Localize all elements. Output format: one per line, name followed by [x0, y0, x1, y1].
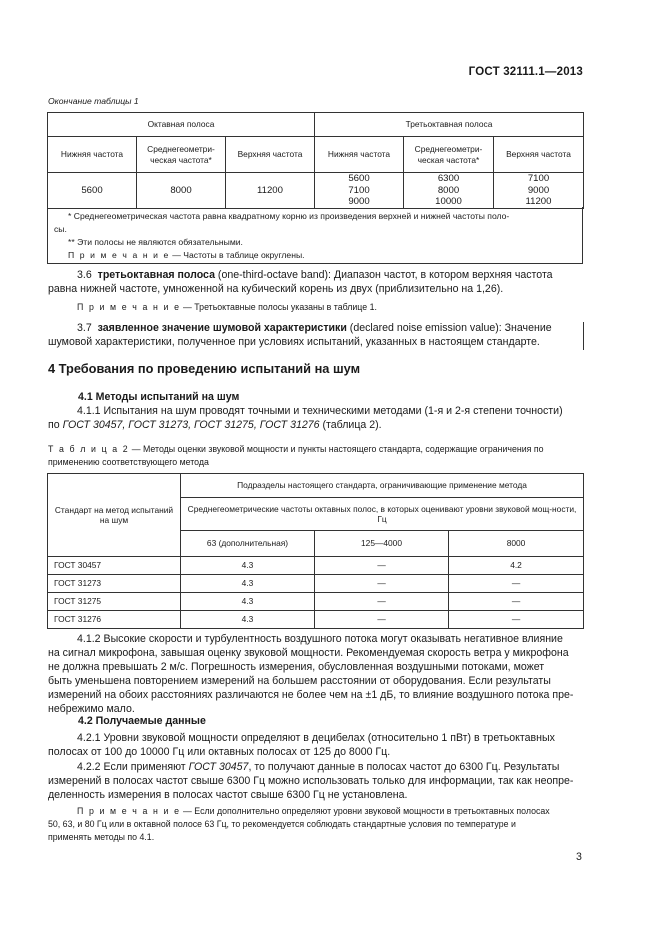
table2-col-125: 125—4000 [315, 531, 449, 557]
p412-line: не должна превышать 2 м/с. Погрешность измерения, обусловленная воздушными потоками, может [48, 661, 545, 673]
table2-cell: — [315, 575, 449, 593]
sec37-term: заявленное значение шумовой характеристики [97, 322, 347, 334]
table1-cell: 7100 9000 11200 [494, 173, 584, 209]
table2-std: ГОСТ 31276 [48, 611, 181, 629]
p412-line: 4.1.2 Высокие скорости и турбулентность воздушного потока могут оказывать негативное влияние [77, 633, 563, 645]
table2-cell: 4.3 [181, 593, 315, 611]
section41-title: 4.1 Методы испытаний на шум [78, 391, 240, 403]
table1-third-header: Третьоктавная полоса [315, 113, 584, 137]
table2-cell: 4.3 [181, 611, 315, 629]
sec36-line1 [48, 268, 583, 282]
change-bar [583, 322, 584, 350]
table2 [47, 473, 584, 629]
table-row [48, 611, 584, 629]
p421-line: 4.2.1 Уровни звуковой мощности определяют в децибелах (относительно 1 пВт) в третьоктавных [77, 732, 555, 744]
table1-footnotes [47, 207, 583, 264]
p412-line: на сигнал микрофона, завышая оценку звуковой мощности. Рекомендуемая скорость ветра у микрофона [48, 647, 569, 659]
table1-note [68, 250, 305, 261]
table2-caption [48, 443, 583, 456]
table1-cell: 5600 7100 9000 [315, 173, 404, 209]
p411-line1: 4.1.1 Испытания на шум проводят точными и техническими методами (1-я и 2-я степени точности) [77, 405, 563, 417]
table1-footnote1-cont: сы. [54, 224, 67, 234]
page-number: 3 [576, 851, 582, 863]
p421-line: полосах от 100 до 10000 Гц или октавных полосах от 125 до 8000 Гц. [48, 746, 391, 758]
note-label: П р и м е ч а н и е [77, 302, 181, 312]
table2-cell: 4.3 [181, 557, 315, 575]
note-text: — Частоты в таблице округлены. [169, 250, 305, 260]
p422-ref: ГОСТ 30457 [188, 761, 249, 773]
sec36-term: третьоктавная полоса [97, 269, 215, 281]
sec37-line1 [48, 321, 583, 335]
sec36-note [48, 301, 583, 314]
sec36-line2: равна нижней частоте, умноженной на кубический корень из двух (приблизительно на 1,26). [48, 283, 504, 295]
p412-line: небрежимо мало. [48, 703, 135, 715]
table2-cell: — [449, 575, 584, 593]
table1-col-upper: Верхняя частота [226, 137, 315, 173]
p411-post: (таблица 2). [319, 419, 382, 431]
table-row [48, 557, 584, 575]
sec36-num: 3.6 [77, 269, 92, 281]
table2-cell: 4.2 [449, 557, 584, 575]
table2-col-63: 63 (дополнительная) [181, 531, 315, 557]
table2-cell: — [315, 557, 449, 575]
table2-cell: — [315, 611, 449, 629]
table1-cell: 8000 [137, 173, 226, 209]
table1-caption: Окончание таблицы 1 [48, 96, 139, 106]
note-label: П р и м е ч а н и е [68, 250, 170, 260]
p411-pre: по [48, 419, 63, 431]
p411-refs: ГОСТ 30457, ГОСТ 31273, ГОСТ 31275, ГОСТ 31276 [62, 419, 320, 431]
table1 [47, 112, 584, 209]
table2-sub-header: Среднегеометрические частоты октавных полос, в которых оценивают уровни звуковой мощ-ности, Гц [181, 498, 584, 531]
p411-line2 [48, 418, 583, 432]
table2-cell: — [315, 593, 449, 611]
note-text: — Третьоктавные полосы указаны в таблице 1. [180, 302, 377, 312]
table1-col-geom-third: Среднегеометри-ческая частота* [404, 137, 494, 173]
table2-cell: — [449, 611, 584, 629]
note42-line1 [48, 805, 583, 818]
table2-caption-text: — Методы оценки звуковой мощности и пункты настоящего стандарта, содержащие ограничения по [129, 444, 544, 454]
table1-octave-header: Октавная полоса [48, 113, 315, 137]
p412-line: быть уменьшена повторением измерений на большем расстоянии от оборудования. Если результаты [48, 675, 551, 687]
p422-line: измерений в полосах частот свыше 6300 Гц можно использовать только для информации, так как неопре- [48, 775, 574, 787]
table2-cell: 4.3 [181, 575, 315, 593]
table-row [48, 593, 584, 611]
document-header: ГОСТ 32111.1—2013 [468, 66, 583, 78]
p422-line: деленность измерения в полосах частот свыше 6300 Гц не установлена. [48, 789, 408, 801]
p412-line: измерений на обоих расстояниях различаются не более чем на ±1 дБ, то влияние воздушного потока пре- [48, 689, 574, 701]
table1-footnote1: * Среднегеометрическая частота равна квадратному корню из произведения верхней и нижней частоты поло- [68, 211, 510, 221]
table1-col-lower-third: Нижняя частота [315, 137, 404, 173]
sec37-num: 3.7 [77, 322, 92, 334]
table1-cell: 6300 8000 10000 [404, 173, 494, 209]
table1-cell: 5600 [48, 173, 137, 209]
sec36-text: (one-third-octave band): Диапазон частот, в котором верхняя частота [214, 269, 553, 281]
sec37-text: (declared noise emission value): Значение [346, 322, 552, 334]
p422-post: , то получают данные в полосах частот до 6300 Гц. Результаты [248, 761, 560, 773]
table2-col-standard: Стандарт на метод испытаний на шум [48, 474, 181, 557]
table-row [48, 575, 584, 593]
table2-col-8000: 8000 [449, 531, 584, 557]
note42-line3: применять методы по 4.1. [48, 832, 155, 842]
table2-std: ГОСТ 31275 [48, 593, 181, 611]
table2-std: ГОСТ 30457 [48, 557, 181, 575]
table1-cell: 11200 [226, 173, 315, 209]
sec37-line2: шумовой характеристики, полученное при условиях испытаний, указанных в настоящем стандарте. [48, 336, 540, 348]
table2-group-header: Подразделы настоящего стандарта, ограничивающие применение метода [181, 474, 584, 498]
table2-caption-label: Т а б л и ц а 2 [48, 444, 130, 454]
note-label: П р и м е ч а н и е [77, 806, 181, 816]
table2-caption-cont: применению соответствующего метода [48, 457, 209, 467]
section42-title: 4.2 Получаемые данные [78, 715, 206, 727]
table2-cell: — [449, 593, 584, 611]
table1-footnote2: ** Эти полосы не являются обязательными. [68, 237, 243, 247]
table1-col-upper-third: Верхняя частота [494, 137, 584, 173]
table2-std: ГОСТ 31273 [48, 575, 181, 593]
section4-title: 4 Требования по проведению испытаний на шум [48, 361, 361, 376]
note42-line2: 50, 63, и 80 Гц или в октавной полосе 63 Гц, то рекомендуется соблюдать стандартные условия по температуре и [48, 819, 516, 829]
table1-col-lower: Нижняя частота [48, 137, 137, 173]
p422-pre: 4.2.2 Если применяют [77, 761, 189, 773]
p422-line1 [48, 760, 583, 774]
table1-col-geom: Среднегеометри-ческая частота* [137, 137, 226, 173]
note-text: — Если дополнительно определяют уровни звуковой мощности в третьоктавных полосах [180, 806, 550, 816]
